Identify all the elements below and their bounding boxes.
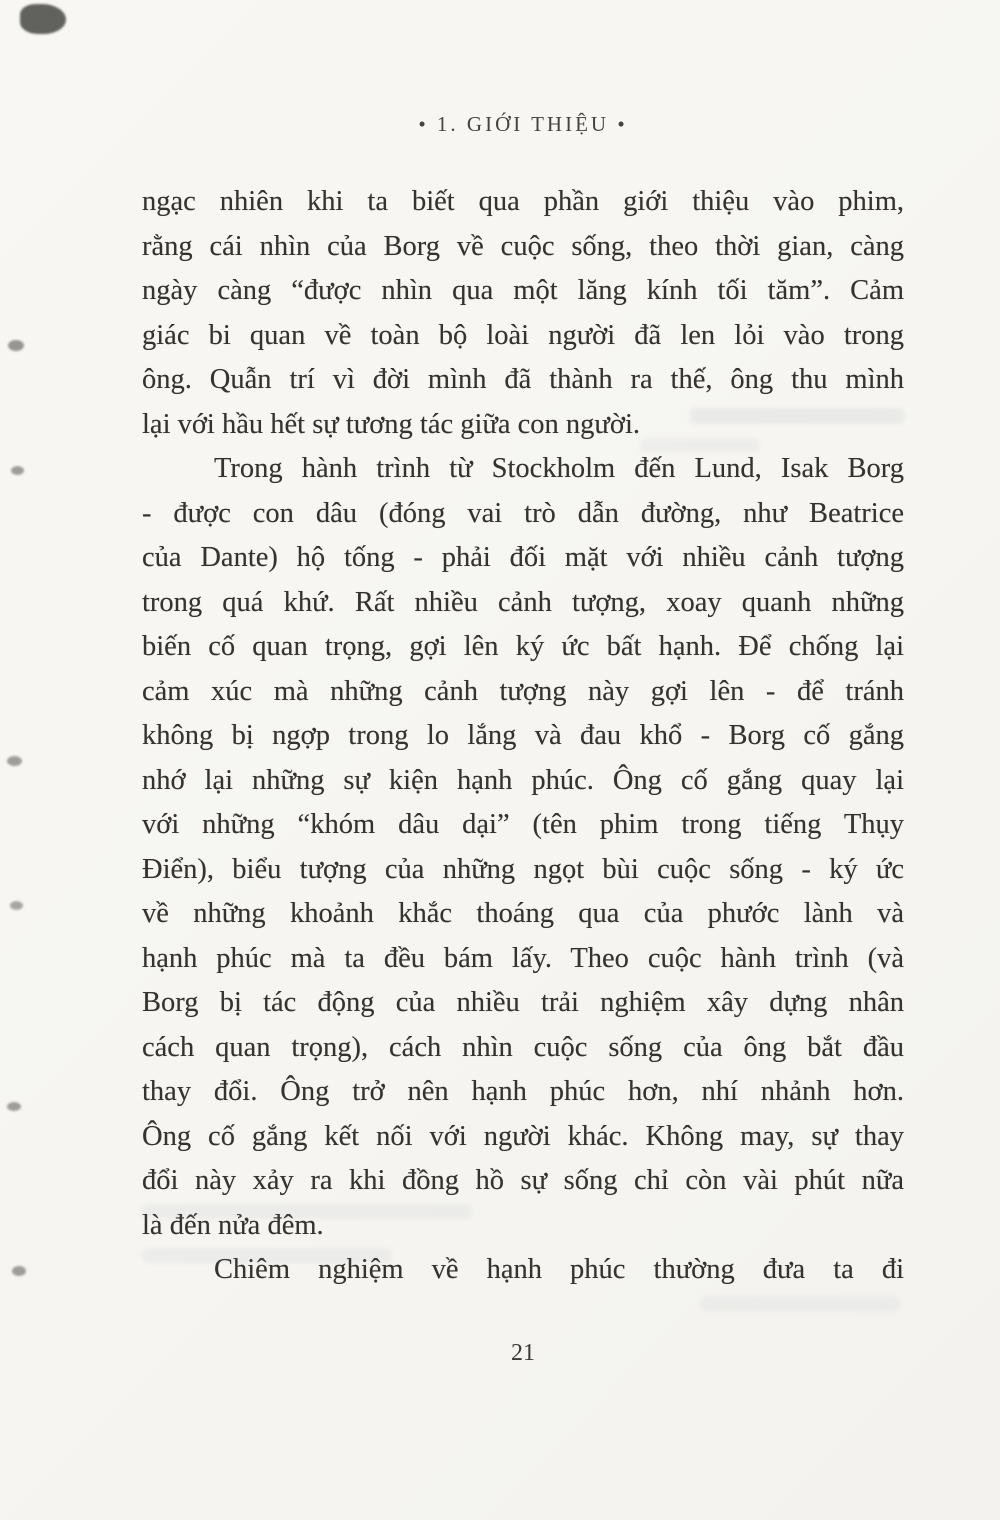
text-line: trong quá khứ. Rất nhiều cảnh tượng, xoay quanh những — [142, 586, 904, 618]
text-line: đổi này xảy ra khi đồng hồ sự sống chỉ còn vài phút nữa — [142, 1165, 904, 1196]
scan-smudge — [20, 4, 66, 34]
paragraph — [142, 447, 904, 1248]
scan-smudge — [12, 1266, 26, 1276]
text-line: ngạc nhiên khi ta biết qua phần giới thiệu vào phim, — [142, 186, 904, 217]
text-line: ông. Quẫn trí vì đời mình đã thành ra thế, ông thu mình — [142, 364, 904, 395]
ink-bleed-through — [700, 1296, 900, 1311]
text-line: ngày càng “được nhìn qua một lăng kính tối tăm”. Cảm — [142, 275, 904, 306]
ink-bleed-through — [640, 438, 760, 452]
body-text — [142, 180, 904, 1293]
ink-bleed-through — [142, 1248, 392, 1263]
text-line: lại với hầu hết sự tương tác giữa con người. — [142, 408, 640, 440]
text-line: không bị ngợp trong lo lắng và đau khổ - Borg cố gắng — [142, 720, 904, 751]
text-line: nhớ lại những sự kiện hạnh phúc. Ông cố gắng quay lại — [142, 764, 904, 796]
paragraph — [142, 180, 904, 447]
scan-smudge — [11, 466, 24, 475]
text-line: của Dante) hộ tống - phải đối mặt với nhiều cảnh tượng — [142, 542, 904, 573]
text-line: Điển), biểu tượng của những ngọt bùi cuộc sống - ký ức — [142, 853, 904, 885]
text-line: giác bi quan về toàn bộ loài người đã len lỏi vào trong — [142, 319, 904, 351]
text-line: về những khoảnh khắc thoáng qua của phước lành và — [142, 898, 904, 929]
text-line: cách quan trọng), cách nhìn cuộc sống của ông bắt đầu — [142, 1031, 904, 1063]
text-line: - được con dâu (đóng vai trò dẫn đường, như Beatrice — [142, 497, 904, 529]
scan-smudge — [7, 1102, 21, 1111]
text-line: Borg bị tác động của nhiều trải nghiệm xây dựng nhân — [142, 987, 904, 1018]
scan-smudge — [8, 340, 24, 351]
text-line: rằng cái nhìn của Borg về cuộc sống, theo thời gian, càng — [142, 230, 904, 262]
text-line: thay đổi. Ông trở nên hạnh phúc hơn, nhí nhảnh hơn. — [142, 1076, 904, 1107]
page-number: 21 — [511, 1340, 535, 1366]
text-line: cảm xúc mà những cảnh tượng này gợi lên - để tránh — [142, 675, 904, 707]
text-line: với những “khóm dâu dại” (tên phim trong tiếng Thụy — [142, 809, 904, 840]
ink-bleed-through — [690, 408, 905, 424]
text-line: là đến nửa đêm. — [142, 1209, 324, 1241]
text-line: hạnh phúc mà ta đều bám lấy. Theo cuộc hành trình (và — [142, 942, 904, 974]
text-line: biến cố quan trọng, gợi lên ký ức bất hạnh. Để chống lại — [142, 631, 904, 662]
text-line: Ông cố gắng kết nối với người khác. Không may, sự thay — [142, 1120, 904, 1152]
ink-bleed-through — [142, 1204, 472, 1219]
running-header: • 1. GIỚI THIỆU • — [418, 112, 628, 136]
text-line: Chiêm nghiệm về hạnh phúc thường đưa ta đi — [214, 1254, 904, 1285]
scan-smudge — [7, 756, 22, 766]
scan-smudge — [10, 901, 23, 910]
text-line: Trong hành trình từ Stockholm đến Lund, Isak Borg — [214, 453, 904, 484]
